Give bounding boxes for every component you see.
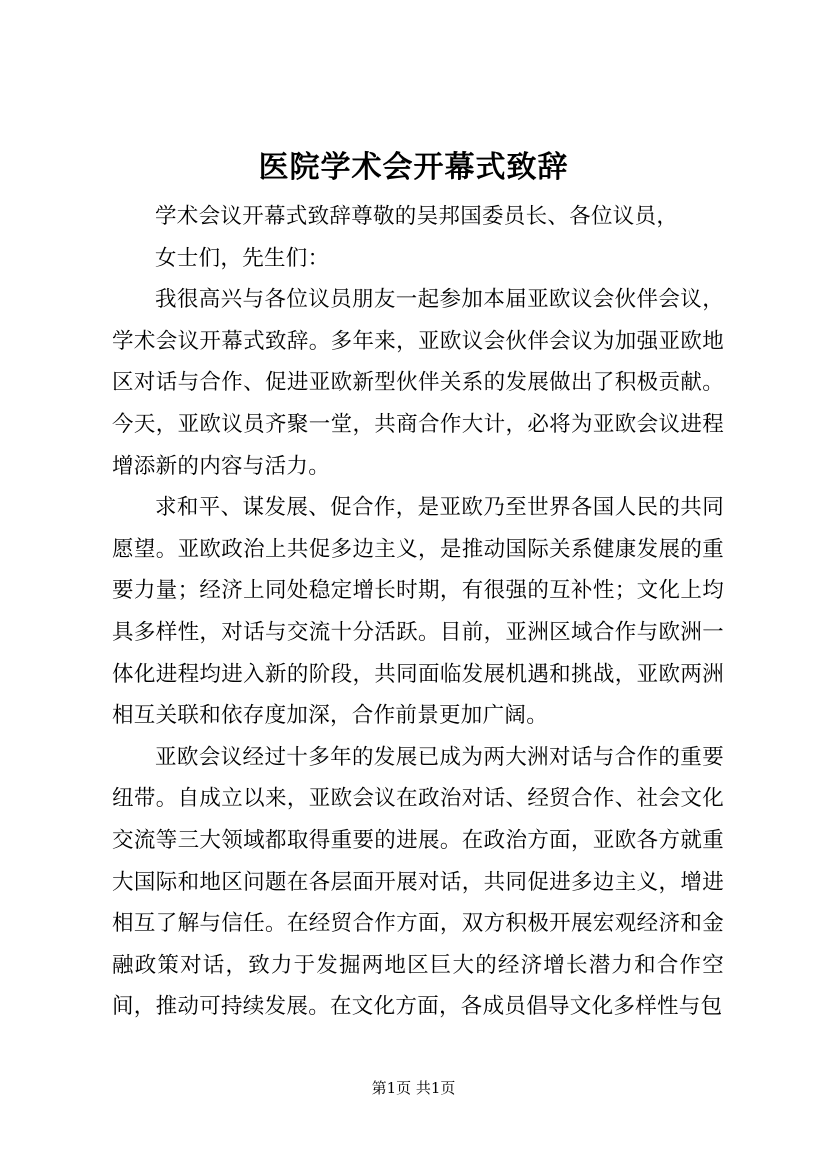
- paragraph-cooperation: 求和平、谋发展、促合作，是亚欧乃至世界各国人民的共同愿望。亚欧政治上共促多边主义，是推动国际关系健康发展的重要力量；经济上同处稳定增长时期，有很强的互补性；文化上均具多样性，对话与交流十分活跃。目前，亚洲区域合作与欧洲一体化进程均进入新的阶段，共同面临发展机遇和挑战，亚欧两洲相互关联和依存度加深，合作前景更加广阔。: [112, 495, 724, 729]
- page-footer: 第1页 共1页: [371, 1079, 456, 1097]
- paragraph-greeting: 女士们，先生们：: [155, 245, 330, 271]
- paragraph-asem-progress: 亚欧会议经过十多年的发展已成为两大洲对话与合作的重要纽带。自成立以来，亚欧会议在政治对话、经贸合作、社会文化交流等三大领域都取得重要的进展。在政治方面，亚欧各方就重大国际和地区问题在各层面开展对话，共同促进多边主义，增进相互了解与信任。在经贸合作方面，双方积极开展宏观经济和金融政策对话，致力于发掘两地区巨大的经济增长潜力和合作空间，推动可持续发展。在文化方面，各成员倡导文化多样性与包: [112, 744, 724, 1020]
- paragraph-opening: 我很高兴与各位议员朋友一起参加本届亚欧议会伙伴会议，学术会议开幕式致辞。多年来，亚欧议会伙伴会议为加强亚欧地区对话与合作、促进亚欧新型伙伴关系的发展做出了积极贡献。今天，亚欧议员齐聚一堂，共商合作大计，必将为亚欧会议进程增添新的内容与活力。: [112, 287, 724, 479]
- document-body: [112, 196, 724, 1028]
- document-title: 医院学术会开幕式致辞: [258, 150, 569, 185]
- paragraph-salutation: 学术会议开幕式致辞尊敬的吴邦国委员长、各位议员，: [155, 204, 679, 229]
